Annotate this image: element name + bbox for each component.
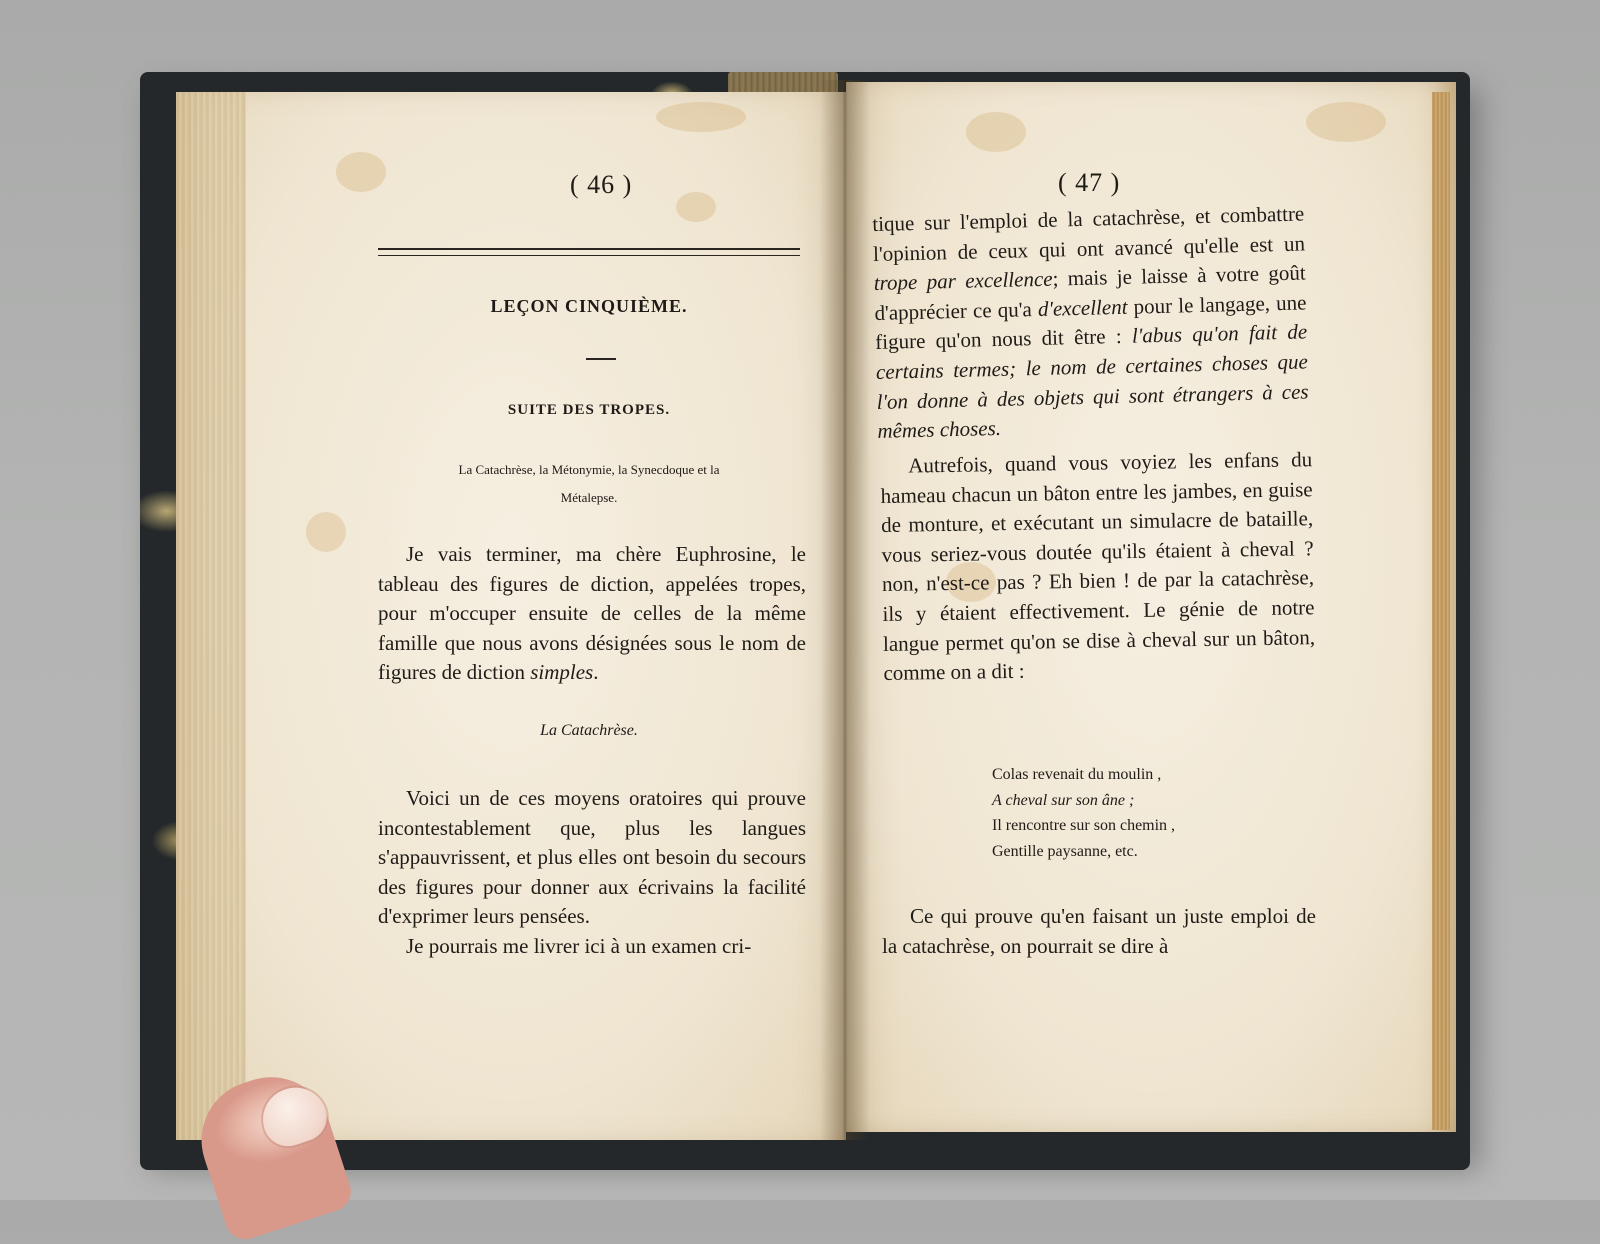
left-paragraph-1 — [378, 540, 806, 688]
right-paragraph-3-text: Ce qui prouve qu'en faisant un juste emploi de la catachrèse, on pourrait se dire à — [882, 904, 1316, 958]
paper-stain — [1306, 102, 1386, 142]
poem-line-3: Il rencontre sur son chemin , — [992, 817, 1176, 834]
subtitle-line-2: Métalepse. — [560, 490, 618, 505]
left-paragraph-1-italic: simples — [530, 660, 594, 685]
page-number-left: ( 46 ) — [570, 170, 633, 199]
left-page-edges — [176, 92, 246, 1140]
right-paragraph-3 — [882, 902, 1316, 961]
catachrese-heading: La Catachrèse. — [540, 722, 638, 739]
left-paragraph-3-text: Je pourrais me livrer ici à un examen cri- — [406, 933, 752, 958]
header-double-rule — [378, 248, 800, 256]
right-paragraph-1-a: tique sur l'emploi de la catachrèse, et combattre l'opinion de ceux qui ont avancé qu'elle est un — [872, 201, 1306, 266]
left-paragraph-2 — [378, 784, 806, 962]
section-subtitle — [378, 456, 800, 512]
paper-stain — [306, 512, 346, 552]
title-short-rule — [586, 358, 616, 360]
left-page[interactable] — [176, 92, 846, 1140]
subtitle-line-1: La Catachrèse, la Métonymie, la Synecdoque et la — [458, 462, 720, 477]
right-paragraph-1-c: ; mais je laisse à votre goût d'apprécier ce qu'a — [874, 260, 1306, 325]
lesson-title: LEÇON CINQUIÈME. — [490, 296, 688, 316]
poem-line-4: Gentille paysanne, etc. — [992, 842, 1138, 860]
section-title: SUITE DES TROPES. — [507, 402, 671, 418]
right-paragraph-1 — [872, 199, 1310, 446]
right-paragraph-2 — [880, 445, 1316, 689]
right-paragraph-1-d: d'excellent — [1037, 294, 1128, 321]
left-paragraph-1-end: . — [593, 660, 599, 685]
right-paragraph-2-text: Autrefois, quand vous voyiez les enfans du hameau chacun un bâton entre les jambes, en guise de monture, et exécutant un simulacre de bataille, vous seriez-vous doutée qu'ils étaient à cheval ? non, n'est-ce pas ? Eh bien ! de par la catachrèse, ils y étaient effectivement. Le génie de notre langue permet qu'on se dise à cheval sur un bâton, comme on a dit : — [880, 447, 1316, 686]
paper-stain — [656, 102, 746, 132]
page-number-right: ( 47 ) — [1058, 168, 1121, 197]
poem-line-1: Colas revenait du moulin , — [992, 766, 1162, 783]
right-paragraph-1-b: trope par excellence — [873, 266, 1053, 296]
paper-stain — [676, 192, 716, 222]
book-gutter — [820, 80, 870, 1140]
right-page[interactable] — [846, 82, 1456, 1132]
right-paragraph-1-e: pour le langage, une figure qu'on nous dit être : — [874, 290, 1307, 355]
right-page-edges — [1432, 92, 1450, 1130]
poem-verse — [992, 762, 1175, 864]
paper-stain — [336, 152, 386, 192]
paper-stain — [966, 112, 1026, 152]
left-paragraph-1-text: Je vais terminer, ma chère Euphrosine, le tableau des figures de diction, appelées tropes, pour m'occuper ensuite de celles de la même famille que nous avons désignées sous le nom de figures de diction — [378, 542, 806, 685]
poem-line-2: A cheval sur son âne ; — [992, 791, 1135, 809]
right-paragraph-1-f: l'abus qu'on fait de certains termes; le nom de certaines choses que l'on donne à des objets qui sont étrangers à ces mêmes choses. — [875, 319, 1309, 444]
left-paragraph-2-text: Voici un de ces moyens oratoires qui prouve incontestablement que, plus les langues s'appauvrissent, et plus elles ont besoin du secours des figures pour donner aux écrivains la facilité d'exprimer leurs pensées. — [378, 786, 806, 929]
